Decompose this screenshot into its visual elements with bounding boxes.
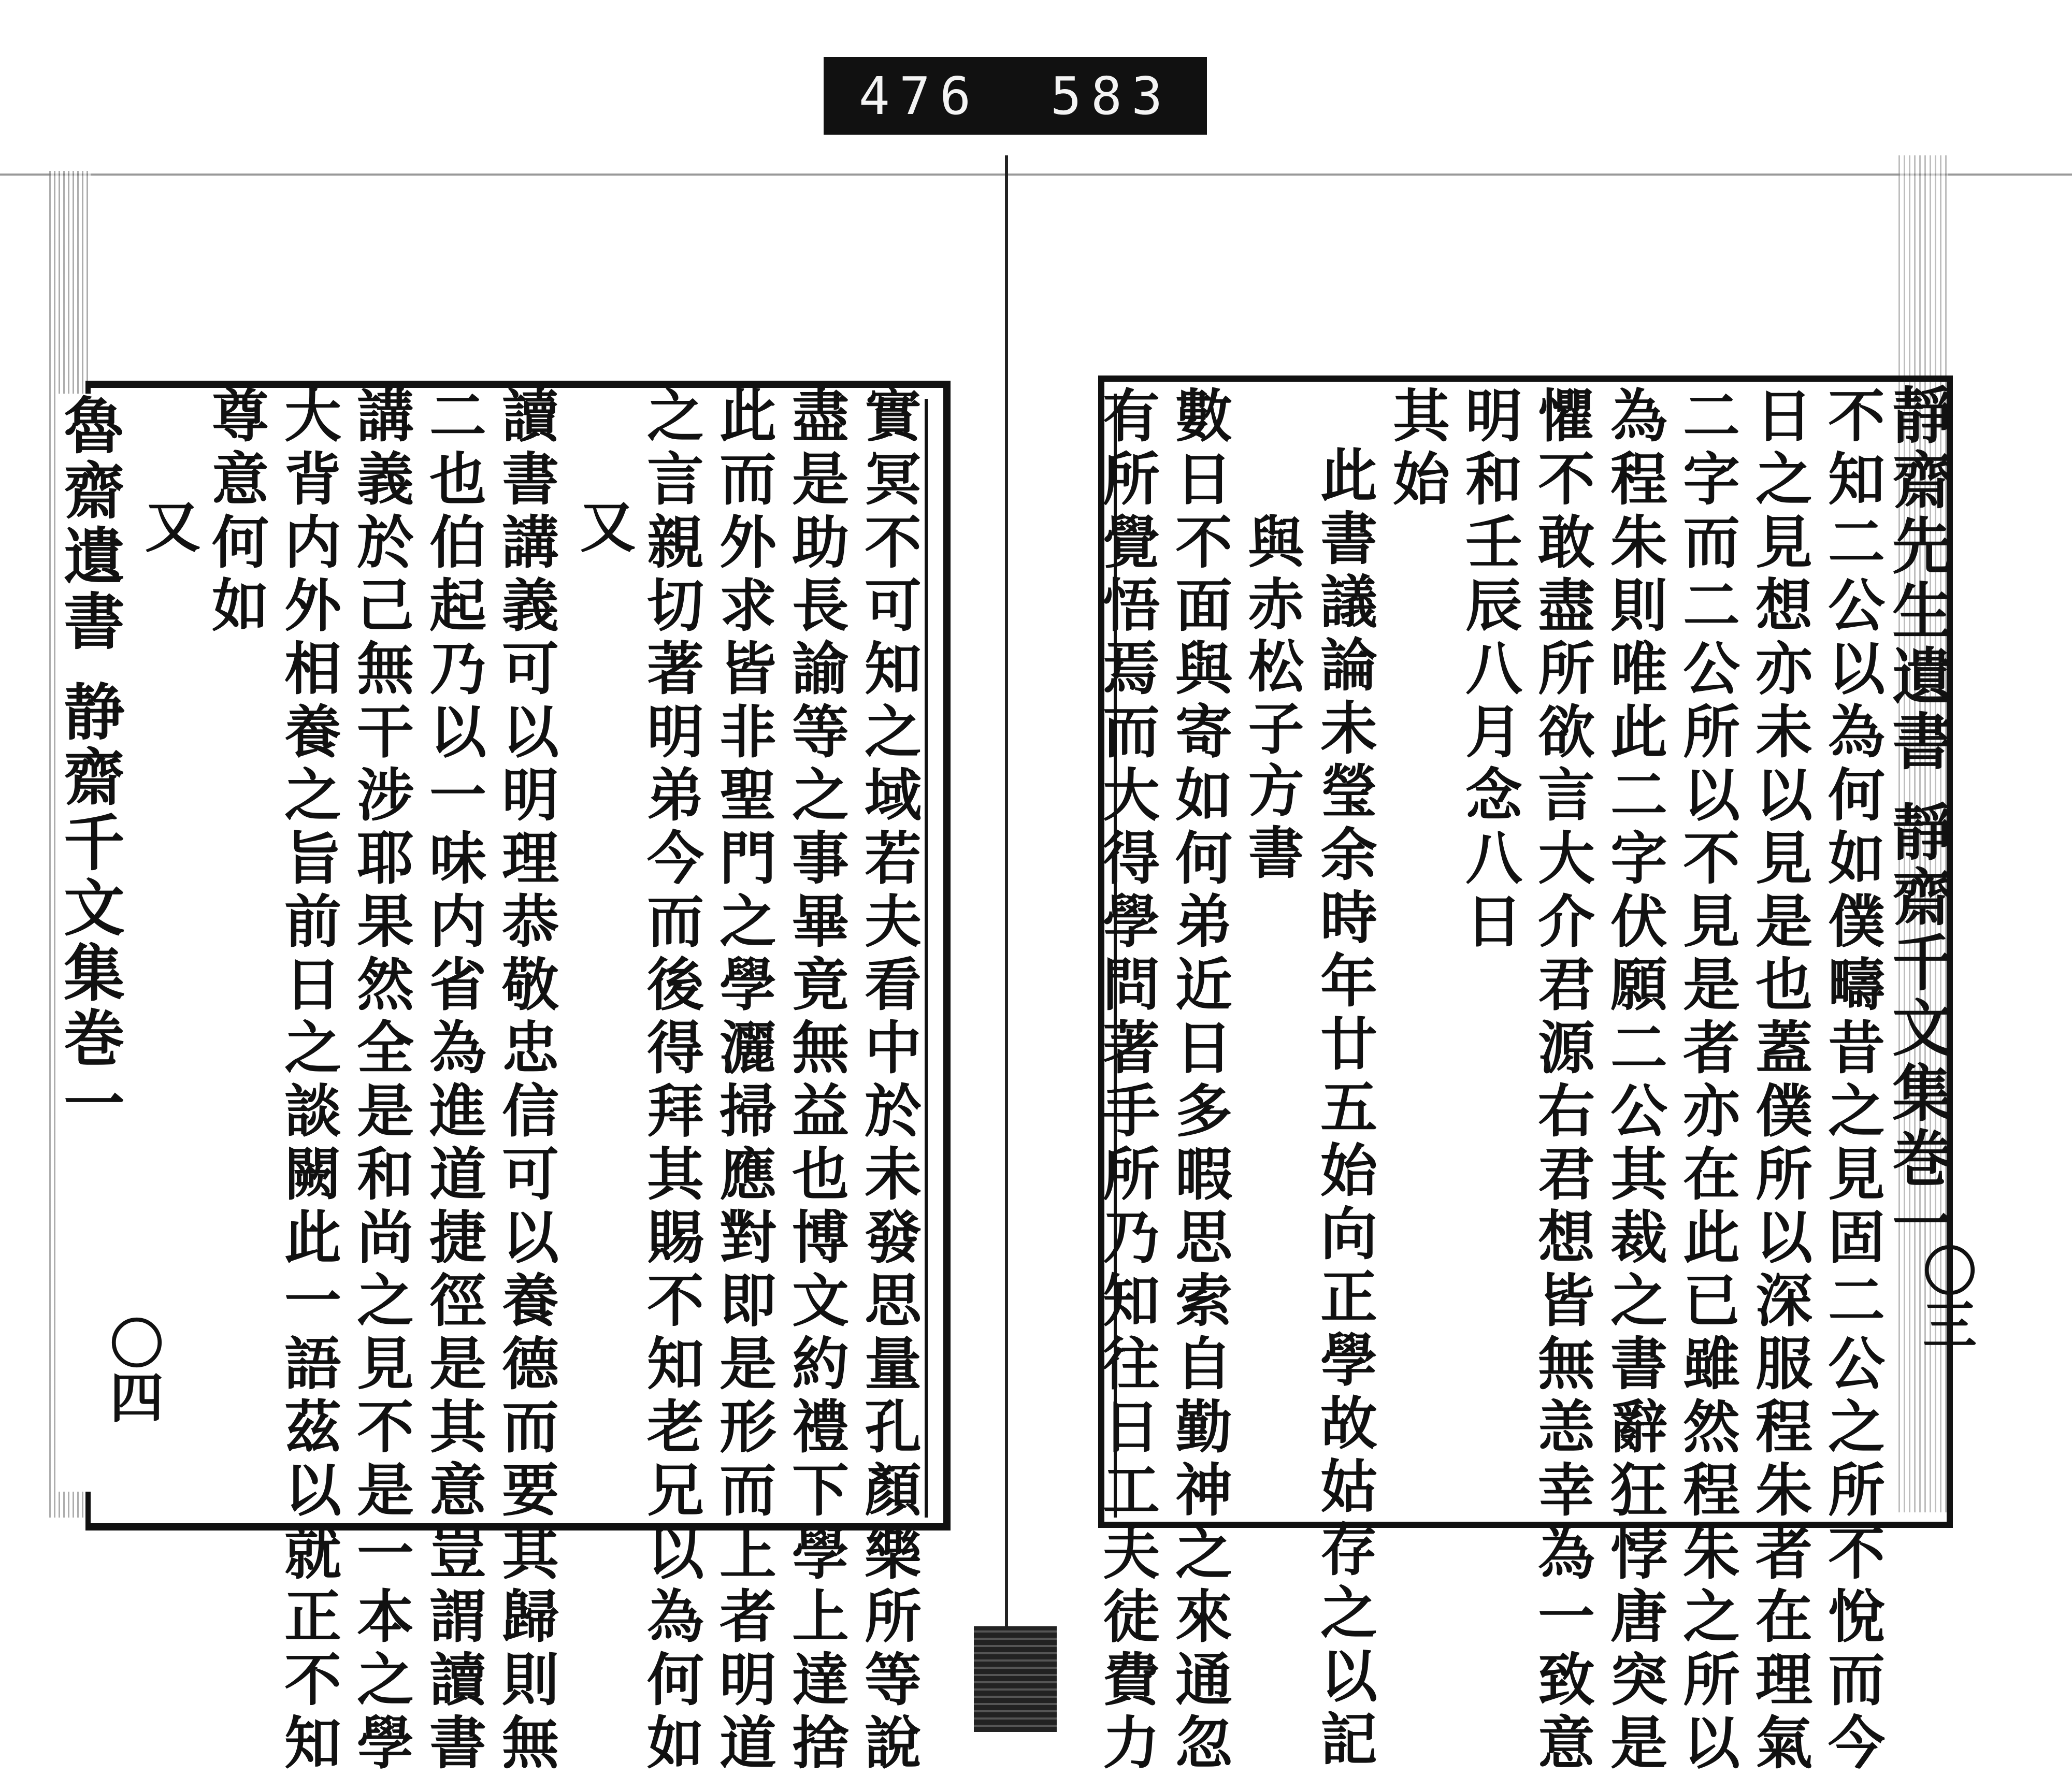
gutter-clip xyxy=(974,1626,1057,1732)
left-inner-rule xyxy=(925,399,928,1518)
left-heading-2: 又 xyxy=(135,497,200,559)
left-column-6: 二也伯起乃以一味内省為進道捷徑是其意豈謂讀書 xyxy=(420,386,487,1776)
left-column-2: 盡是助長諭等之事畢竟無益也博文約禮下學上達捨 xyxy=(783,386,850,1776)
right-column-8: 此書議論未瑩余時年廿五始向正學故姑存之以記 xyxy=(1311,445,1378,1772)
book-gutter xyxy=(1005,155,1008,1626)
right-column-7: 其始 xyxy=(1384,386,1450,512)
right-column-3: 二字而二公所以不見是者亦在此已雖然程朱之所以 xyxy=(1674,386,1740,1776)
left-column-7: 講義於己無干涉耶果然全是和尚之見不是一本之學 xyxy=(348,386,414,1776)
left-heading-1: 又 xyxy=(570,497,636,559)
left-page-number: 〇四 xyxy=(100,1316,164,1423)
right-column-5: 懼不敢盡所欲言大介君源右君想皆無恙幸為一致意 xyxy=(1529,386,1595,1776)
left-column-4: 之言親切著明弟今而後得拜其賜不知老兄以為何如 xyxy=(638,386,704,1776)
left-column-8: 大背内外相養之旨前日之談闕此一語茲以就正不知 xyxy=(275,386,342,1776)
right-column-9: 數日不面與寄如何弟近日多暇思索自勤神之來通忽 xyxy=(1166,386,1233,1776)
archive-number-2: 583 xyxy=(1050,65,1172,126)
left-column-9: 尊意何如 xyxy=(203,386,269,639)
right-column-2: 日之見想亦未以見是也蓋僕所以深服程朱者在理氣 xyxy=(1746,386,1813,1776)
right-column-4: 為程朱則唯此二字伏願二公其裁之書辭狂悖唐突是 xyxy=(1601,386,1668,1776)
left-column-3: 此而外求皆非聖門之學灑掃應對即是形而上者明道 xyxy=(710,386,777,1776)
archive-number-1: 476 xyxy=(858,65,981,126)
left-margin-title: 魯齋遺書 静齋千文集巻一 xyxy=(57,394,121,1492)
right-heading: 與赤松子方書 xyxy=(1239,513,1304,886)
right-column-10: 有所覺悟焉而大得學問著手所乃知往日工夫徒費力 xyxy=(1093,386,1160,1776)
right-margin-title: 靜齋先生遺書 靜齋千文集巻一 xyxy=(1881,383,1954,1258)
right-page-number: 〇三 xyxy=(1913,1243,1977,1351)
right-column-6: 明和壬辰八月念八日 xyxy=(1456,386,1523,955)
left-column-5: 讀書講義可以明理恭敬忠信可以養德而要其歸則無 xyxy=(493,386,559,1776)
archive-label xyxy=(824,57,1207,135)
spread-top-edge xyxy=(0,174,2072,176)
left-column-1: 實冥不可知之域若夫看中於未發思量孔顏樂所等說 xyxy=(855,386,922,1776)
right-column-1: 不知二公以為何如僕疇昔之見固二公之所不悅而今 xyxy=(1819,386,1886,1776)
